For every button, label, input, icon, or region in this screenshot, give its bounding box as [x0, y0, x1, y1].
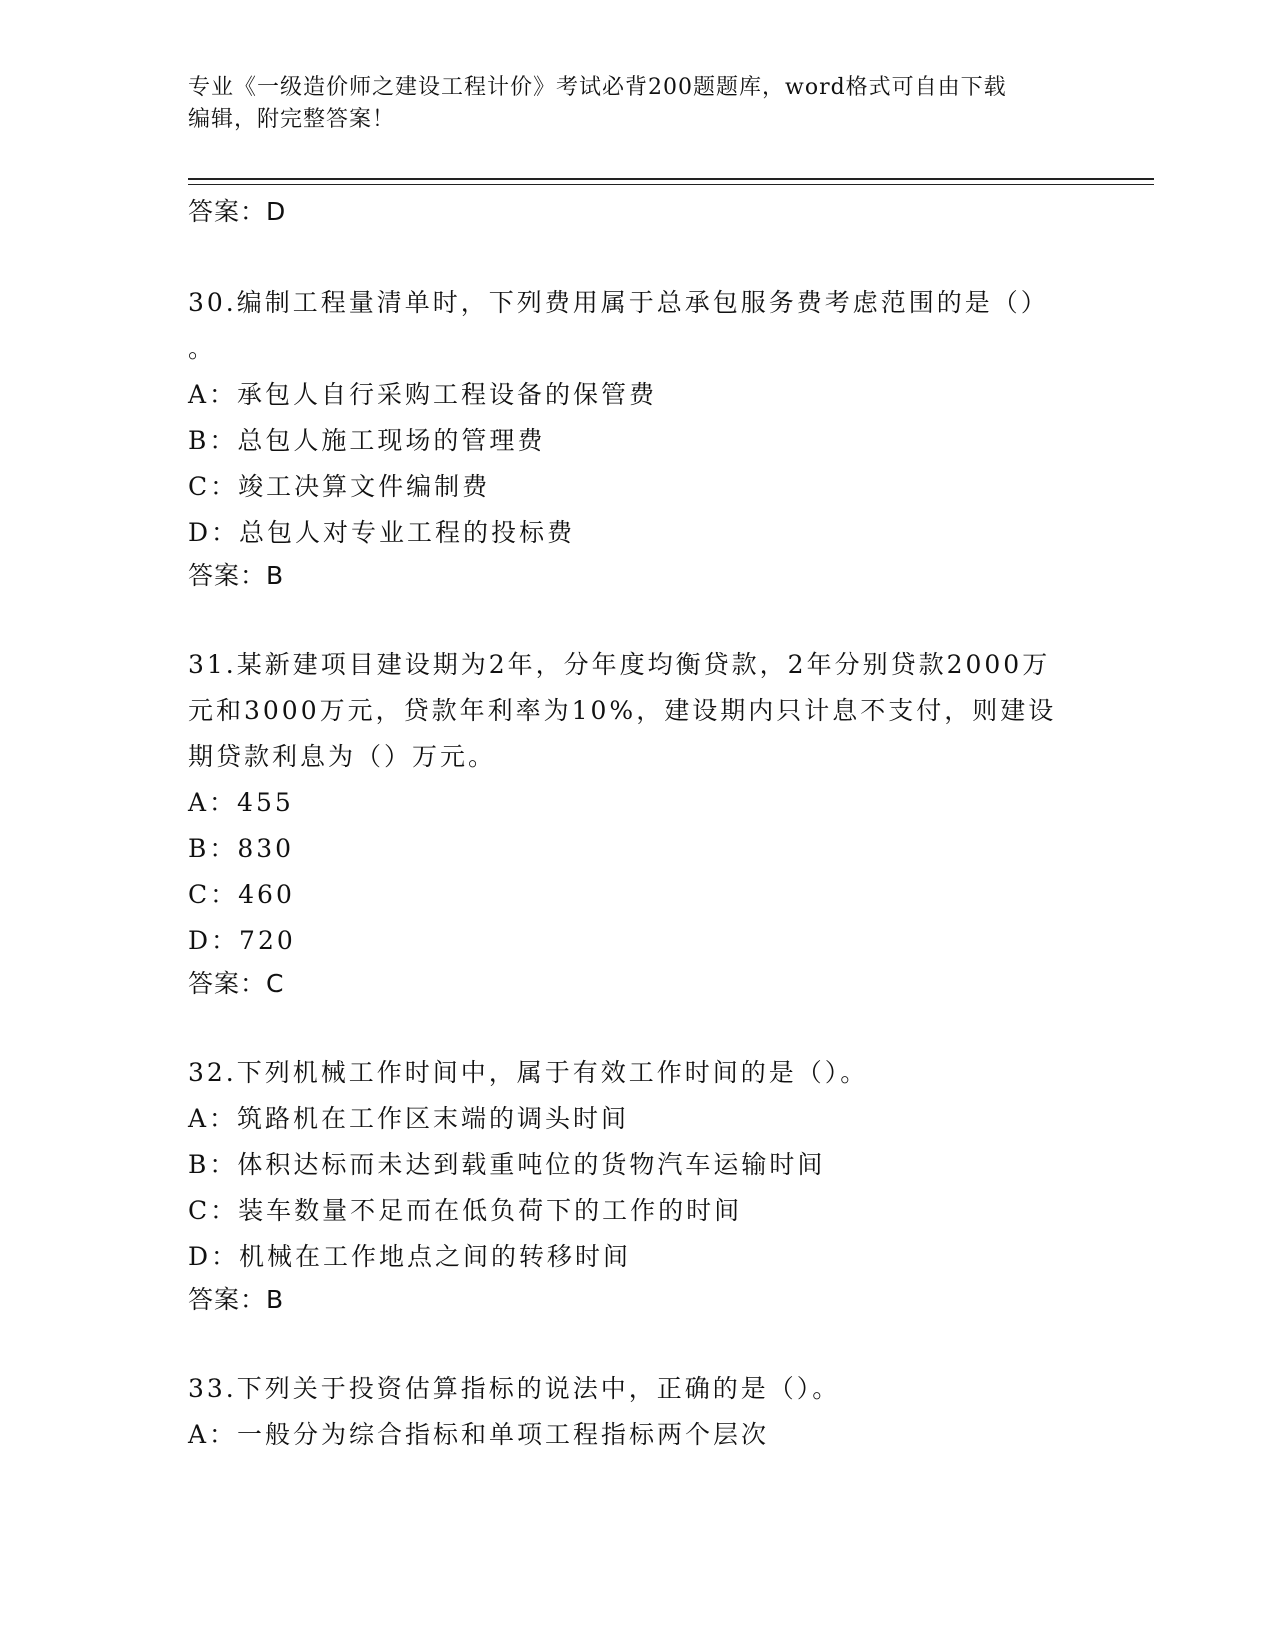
option-b: B：体积达标而未达到载重吨位的货物汽车运输时间: [188, 1150, 826, 1179]
question-answer: 答案：B: [188, 561, 285, 590]
spacer: [188, 232, 1088, 280]
option-d: D：720: [188, 926, 296, 955]
question-stem-line: 元和3000万元，贷款年利率为10%，建设期内只计息不支付，则建设: [188, 696, 1057, 725]
option-a: A：承包人自行采购工程设备的保管费: [188, 380, 658, 409]
question-30: [188, 280, 1088, 596]
question-stem-line: 期贷款利息为（）万元。: [188, 742, 497, 771]
header-line-2: 编辑，附完整答案！: [188, 107, 396, 132]
option-c: C：装车数量不足而在低负荷下的工作的时间: [188, 1196, 743, 1225]
question-stem-line: 30.编制工程量清单时，下列费用属于总承包服务费考虑范围的是（）: [188, 288, 1049, 317]
header-line-1: 专业《一级造价师之建设工程计价》考试必背200题题库，word格式可自由下载: [188, 75, 1007, 100]
option-b: B：总包人施工现场的管理费: [188, 426, 546, 455]
option-d: D：总包人对专业工程的投标费: [188, 518, 576, 547]
previous-answer: 答案：D: [188, 197, 287, 226]
question-answer: 答案：B: [188, 1285, 285, 1314]
header-rule-thick: [188, 178, 1154, 180]
option-a: A：筑路机在工作区末端的调头时间: [188, 1104, 630, 1133]
question-answer: 答案：C: [188, 969, 285, 998]
question-stem-line: 31.某新建项目建设期为2年，分年度均衡贷款，2年分别贷款2000万: [188, 650, 1051, 679]
option-c: C：460: [188, 880, 295, 909]
question-stem-line: 33.下列关于投资估算指标的说法中，正确的是（）。: [188, 1374, 841, 1403]
question-32: [188, 1050, 1088, 1320]
option-b: B：830: [188, 834, 295, 863]
question-31: [188, 642, 1088, 1004]
option-d: D：机械在工作地点之间的转移时间: [188, 1242, 632, 1271]
question-33: [188, 1366, 1088, 1458]
spacer: [188, 1320, 1088, 1366]
header-rule-thin: [188, 184, 1154, 185]
page-header: [188, 72, 1068, 136]
option-a: A：一般分为综合指标和单项工程指标两个层次: [188, 1420, 770, 1449]
question-stem-line: 32.下列机械工作时间中，属于有效工作时间的是（）。: [188, 1058, 869, 1087]
spacer: [188, 1004, 1088, 1050]
option-c: C：竣工决算文件编制费: [188, 472, 491, 501]
spacer: [188, 596, 1088, 642]
question-stem-line: 。: [188, 334, 217, 363]
document-body: [188, 192, 1088, 1458]
option-a: A：455: [188, 788, 294, 817]
